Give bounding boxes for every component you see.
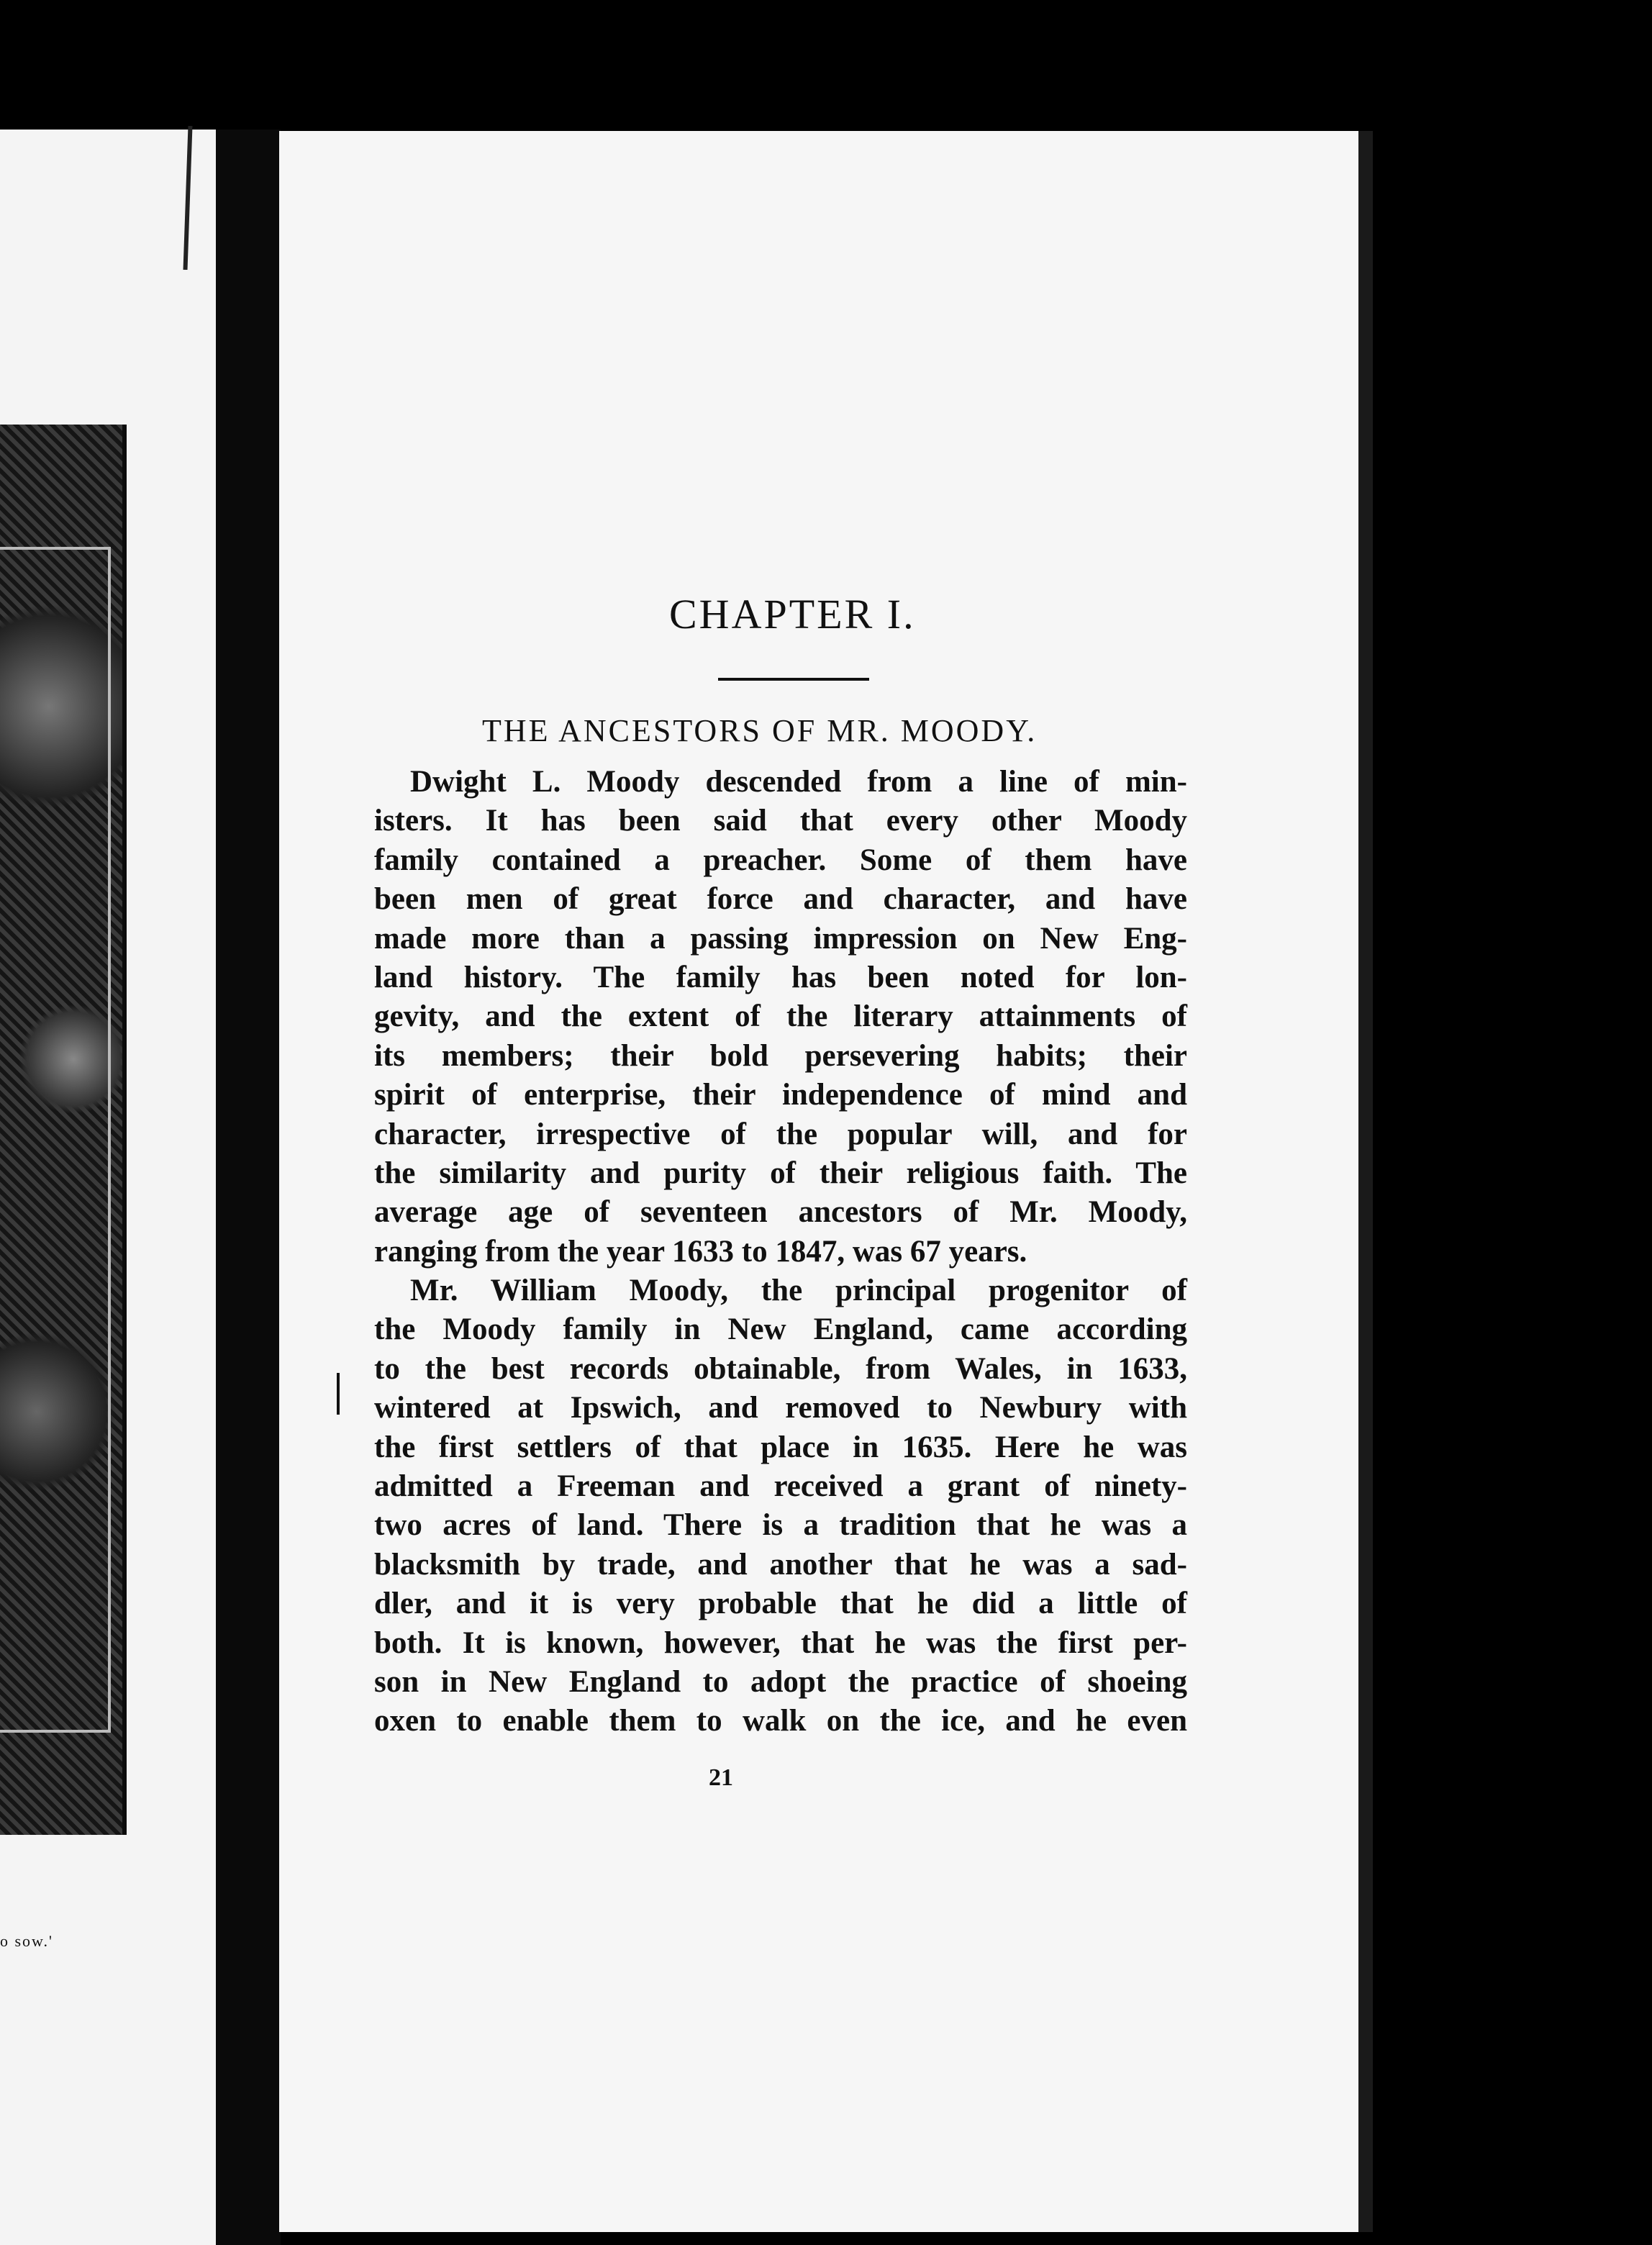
text-line: the first settlers of that place in 1635. Here he was [374,1430,1187,1464]
text-line: isters. It has been said that every other Moody [374,804,1187,838]
text-line: two acres of land. There is a tradition that he was a [374,1508,1187,1543]
text-line: the similarity and purity of their religious faith. The [374,1156,1187,1190]
margin-pencil-mark [337,1373,340,1415]
chapter-subheading: THE ANCESTORS OF MR. MOODY. [482,713,1038,748]
text-line: both. It is known, however, that he was the first per- [374,1625,1187,1660]
text-line: son in New England to adopt the practice of shoeing [374,1664,1187,1699]
text-line: dler, and it is very probable that he did a little of [374,1587,1187,1621]
text-line: gevity, and the extent of the literary attainments of [374,999,1187,1034]
chapter-heading: CHAPTER I. [669,591,916,638]
facing-page-caption: o sow.' [0,1932,53,1950]
page-number: 21 [709,1764,733,1791]
text-line: its members; their bold persevering habits; their [374,1038,1187,1073]
text-line: land history. The family has been noted for lon- [374,960,1187,994]
text-line: the Moody family in New England, came according [374,1312,1187,1347]
text-line: family contained a preacher. Some of them have [374,843,1187,877]
text-line: Dwight L. Moody descended from a line of min- [410,765,1187,799]
text-line: wintered at Ipswich, and removed to Newbury with [374,1391,1187,1425]
text-line: oxen to enable them to walk on the ice, and he even [374,1704,1187,1738]
text-line: character, irrespective of the popular will, and for [374,1117,1187,1151]
facing-page [0,130,216,2245]
text-line: made more than a passing impression on New Eng- [374,921,1187,956]
illustration-frame [0,547,111,1733]
text-line: ranging from the year 1633 to 1847, was 67 years. [374,1234,1027,1269]
text-line: to the best records obtainable, from Wales, in 1633, [374,1351,1187,1386]
text-line: blacksmith by trade, and another that he was a sad- [374,1547,1187,1582]
text-line: Mr. William Moody, the principal progenitor of [410,1274,1187,1308]
heading-rule [718,678,869,681]
page-edge [1358,131,1373,2232]
chapter-body-text [374,763,1187,1741]
text-line: admitted a Freeman and received a grant of ninety- [374,1469,1187,1504]
text-line: spirit of enterprise, their independence of mind and [374,1078,1187,1112]
book-gutter [216,130,281,2245]
text-line: average age of seventeen ancestors of Mr. Moody, [374,1195,1187,1230]
text-line: been men of great force and character, and have [374,882,1187,917]
